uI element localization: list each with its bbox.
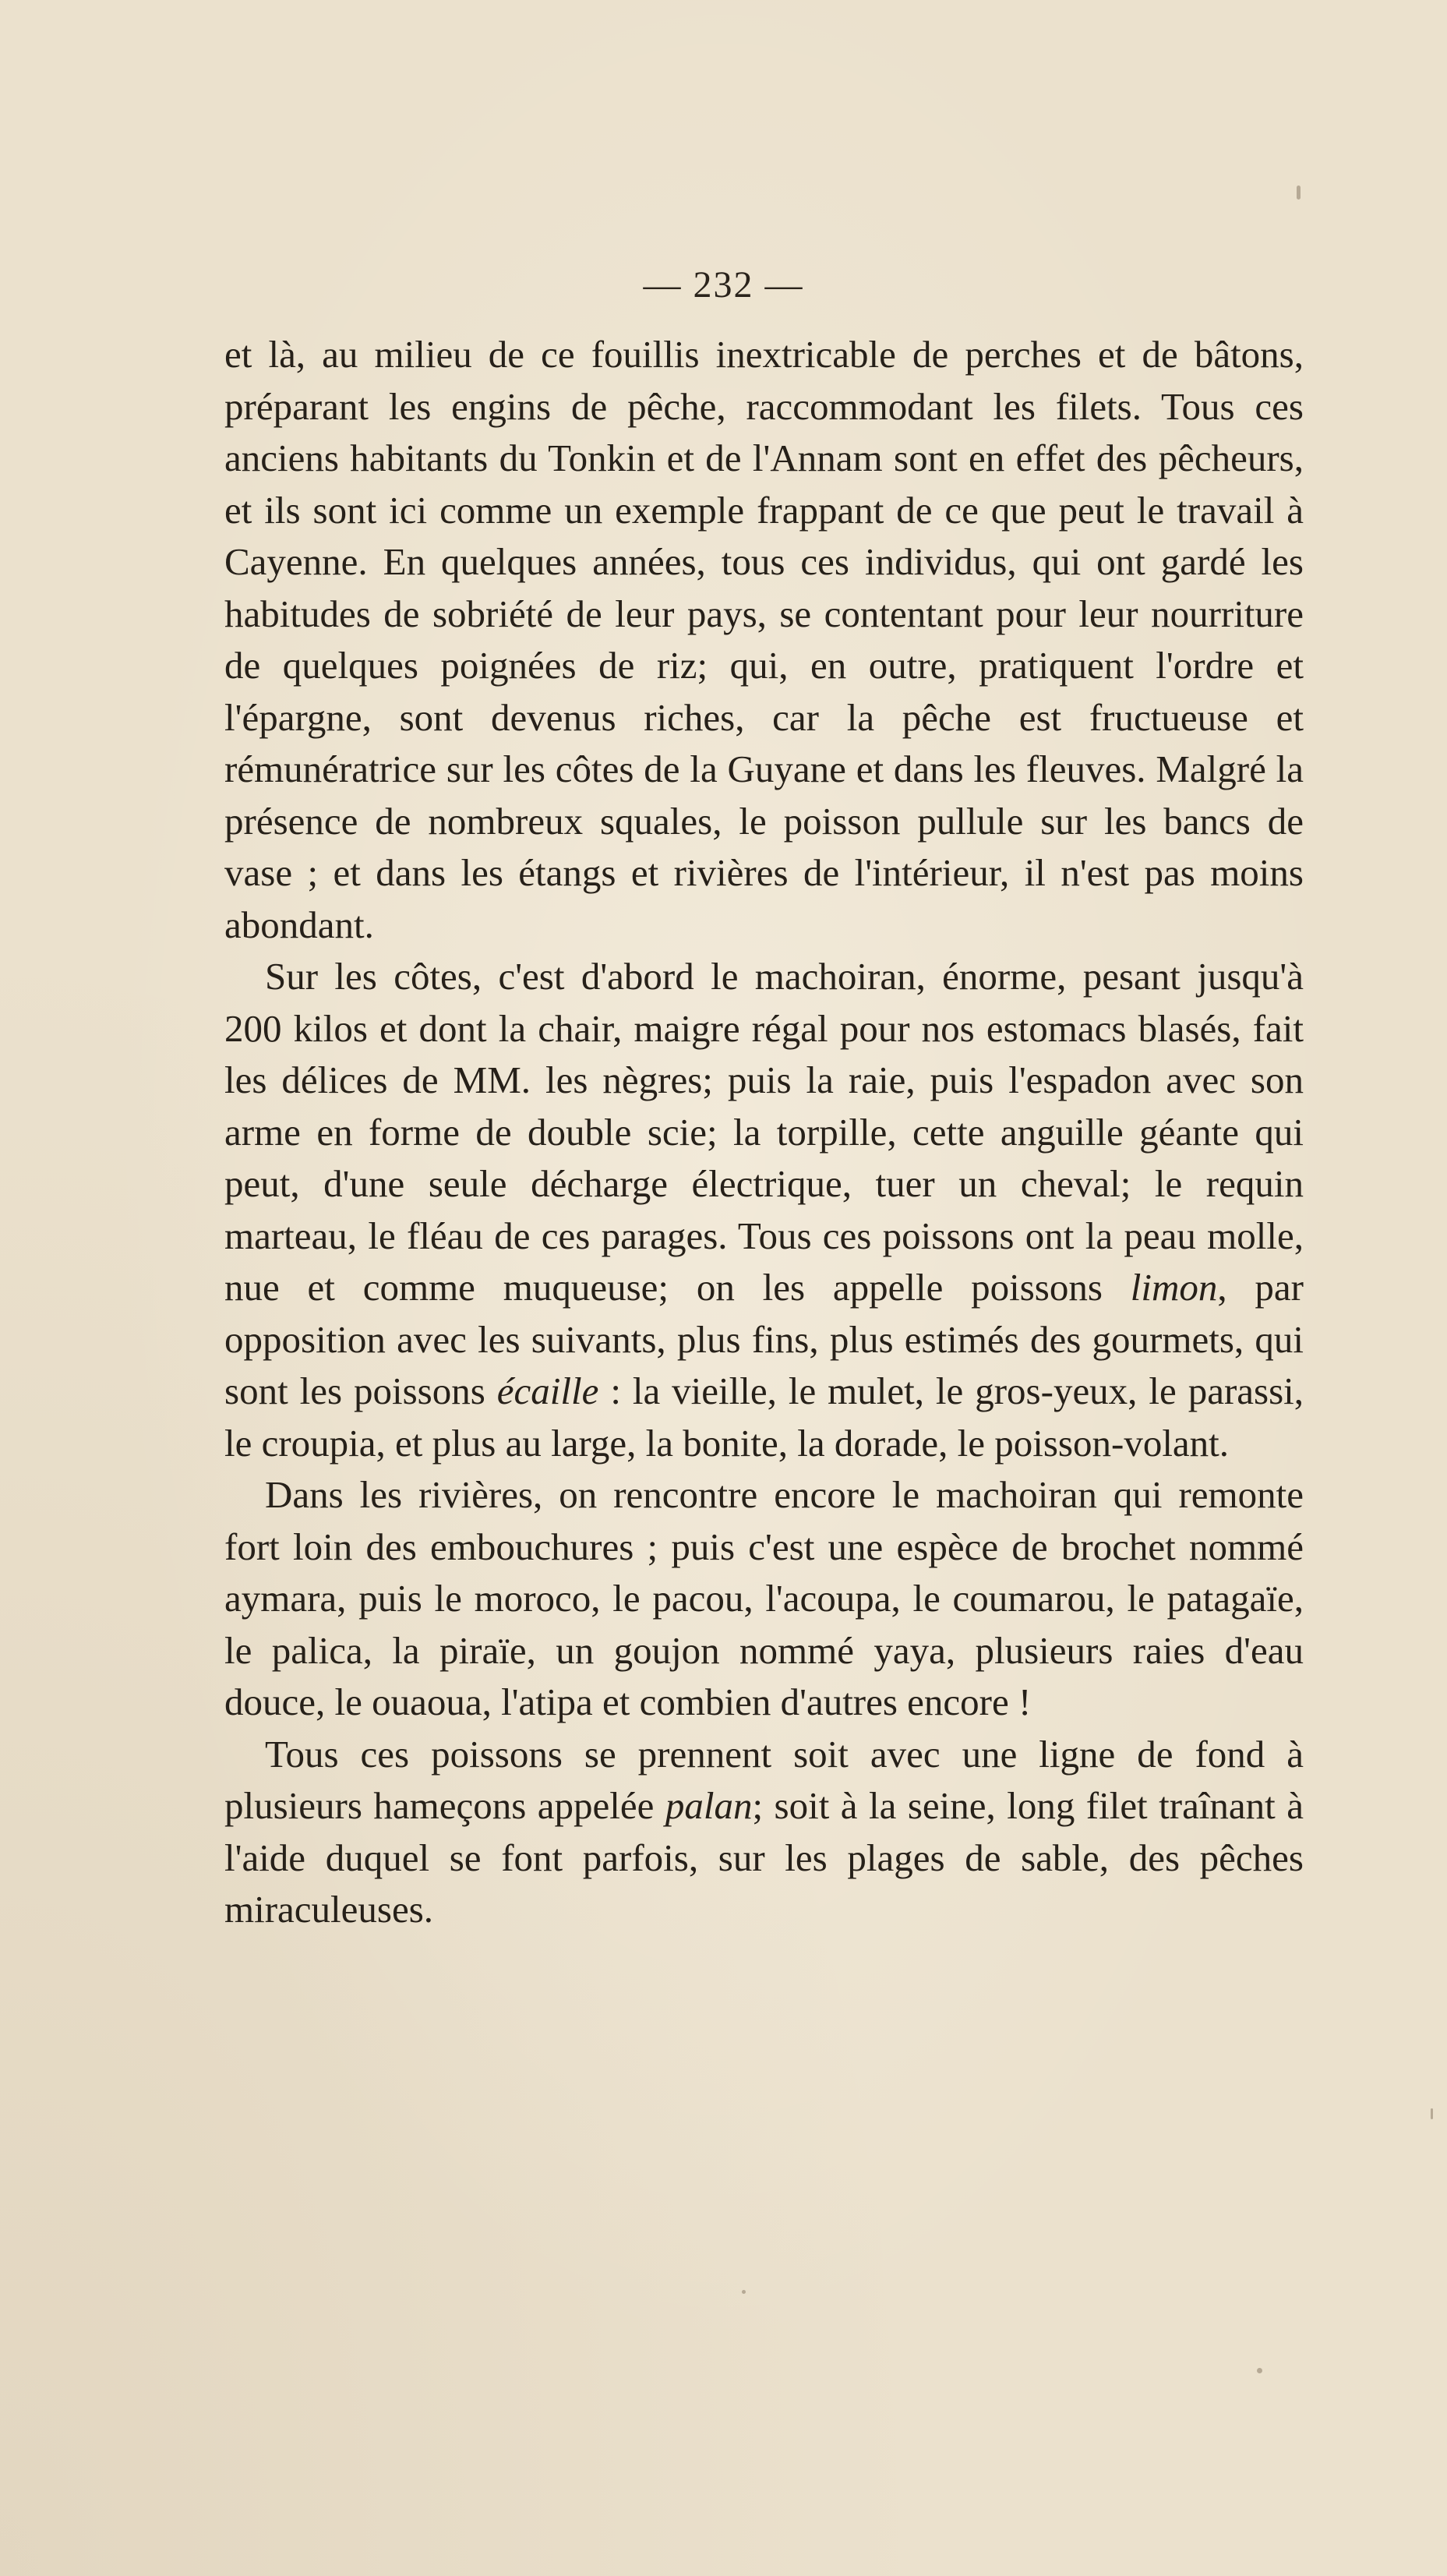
paragraph [224,951,1304,1469]
page-number: — 232 — [643,264,804,306]
paragraph [224,329,1304,951]
paragraph [224,1729,1304,1936]
body-text [224,329,1304,1936]
paper-speck [1297,186,1301,200]
paragraph-text: Dans les rivières, on rencontre encore le machoiran qui remonte fort loin des embouchures ; puis c'est une espèce de brochet nommé aymara, puis le moroco, le pacou, l'acoupa, le coumarou, le patagaïe, le palica, la piraïe, un goujon nommé yaya, plusieurs raies d'eau douce, le ouaoua, l'atipa et combien d'autres encore ! [224,1473,1304,1723]
paper-speck [742,2290,746,2294]
italic-term: palan [665,1784,753,1827]
italic-term: écaille [496,1369,599,1412]
paragraph-text: ; soit à la seine, long filet traînant à l'aide duquel se font parfois, sur les plages de sable, des pêches miraculeuses. [224,1784,1304,1931]
paragraph-text: Sur les côtes, c'est d'abord le machoiran, énorme, pesant jusqu'à 200 kilos et dont la chair, maigre régal pour nos estomacs blasés, fait les délices de MM. les nègres; puis la raie, puis l'espadon avec son arme en forme de double scie; la torpille, cette anguille géante qui peut, d'une seule décharge électrique, tuer un cheval; le requin marteau, le fléau de ces parages. Tous ces poissons ont la peau molle, nue et comme muqueuse; on les appelle poissons [224,955,1304,1309]
paragraph-text: , par opposition avec les suivants, plus fins, plus estimés des gourmets, qui sont les poissons [224,1266,1304,1412]
paper-speck [1257,2368,1262,2373]
paragraph-text: et là, au milieu de ce fouillis inextricable de perches et de bâtons, préparant les engins de pêche, raccommodant les filets. Tous ces anciens habitants du Tonkin et de l'Annam sont en effet des pêcheurs, et ils sont ici comme un exemple frappant de ce que peut le travail à Cayenne. En quelques années, tous ces individus, qui ont gardé les habitudes de sobriété de leur pays, se contentant pour leur nourriture de quelques poignées de riz; qui, en outre, pratiquent l'ordre et l'épargne, sont devenus riches, car la pêche est fructueuse et rémunératrice sur les côtes de la Guyane et dans les fleuves. Malgré la présence de nombreux squales, le poisson pullule sur les bancs de vase ; et dans les étangs et rivières de l'intérieur, il n'est pas moins abondant. [224,333,1304,946]
paragraph-text: Tous ces poissons se prennent soit avec une ligne de fond à plusieurs hameçons appelée [224,1732,1304,1827]
italic-term: limon [1130,1266,1218,1309]
paper-speck [1431,2108,1433,2119]
paragraph [224,1469,1304,1729]
paragraph-text: : la vieille, le mulet, le gros-yeux, le parassi, le croupia, et plus au large, la bonite, la dorade, le poisson-volant. [224,1369,1304,1465]
